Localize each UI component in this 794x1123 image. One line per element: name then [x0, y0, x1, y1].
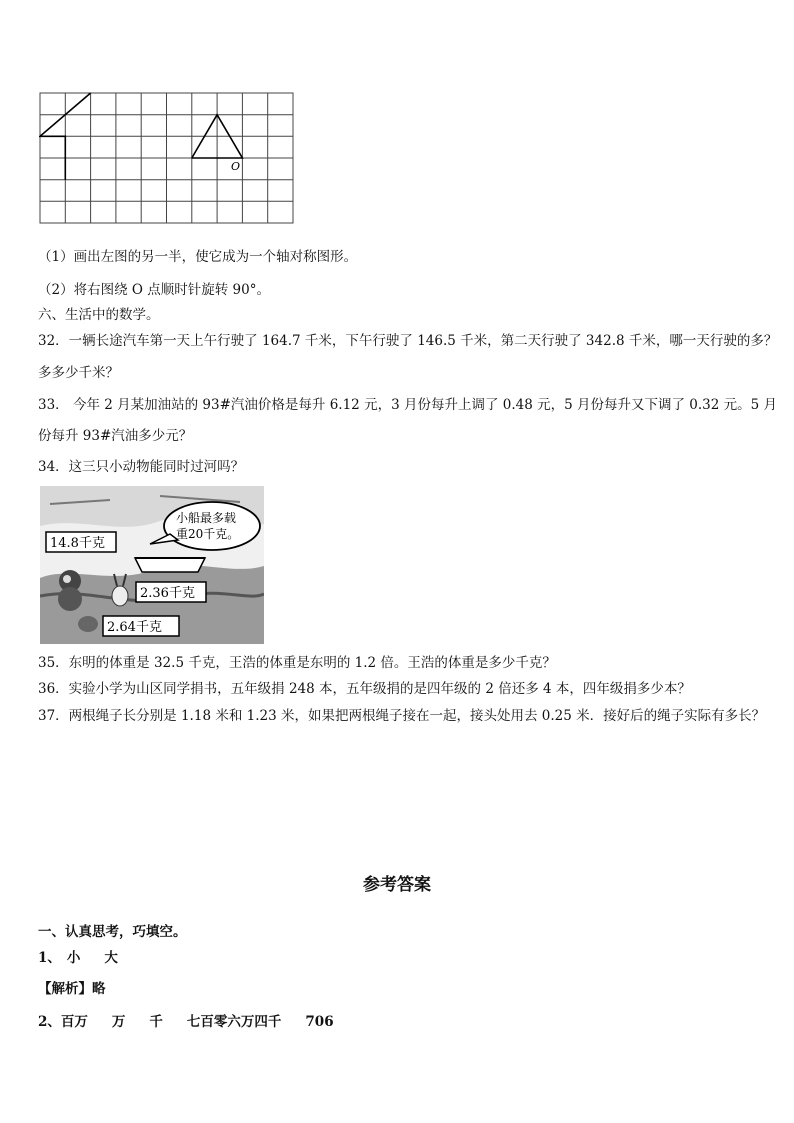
question-35: 35．东明的体重是 32.5 千克，王浩的体重是东明的 1.2 倍。王浩的体重是多少千克？ — [38, 655, 556, 671]
answer-1-label: 1、 — [38, 950, 61, 966]
answer-2-value: 万 — [111, 1014, 126, 1030]
question-37: 37．两根绳子长分别是 1.18 米和 1.23 米，如果把两根绳子接在一起，接头处用去 0.25 米．接好后的绳子实际有多长？ — [38, 708, 766, 724]
point-o-label: O — [231, 160, 241, 173]
question-32-line2: 多多少千米？ — [38, 365, 119, 381]
weight-label-monkey: 14.8千克 — [50, 536, 105, 551]
illustration-svg — [40, 486, 264, 644]
question-36: 36．实验小学为山区同学捐书，五年级捐 248 本，五年级捐的是四年级的 2 倍还多 4 本，四年级捐多少本？ — [38, 681, 691, 697]
grid-svg — [39, 92, 295, 225]
answer-2-value: 百万 — [60, 1014, 88, 1030]
answer-1-value: 小 — [66, 950, 81, 966]
weight-label-rabbit: 2.36千克 — [140, 586, 195, 601]
answer-1-value: 大 — [104, 950, 118, 966]
instruction-item2: （2）将右图绕 O 点顺时针旋转 90°。 — [38, 282, 270, 298]
weight-label-other: 2.64千克 — [107, 620, 162, 635]
answers-section1-heading: 一、认真思考，巧填空。 — [38, 924, 187, 940]
answer-1-analysis: 【解析】略 — [38, 981, 106, 997]
river-illustration — [40, 486, 264, 644]
bubble-line2: 重20千克。 — [176, 527, 240, 541]
question-33-line2: 份每升 93#汽油多少元？ — [38, 428, 193, 444]
answer-2-label: 2、 — [38, 1014, 61, 1030]
answer-1 — [38, 946, 118, 966]
answer-2-value: 706 — [305, 1014, 334, 1030]
answer-2 — [38, 1010, 334, 1030]
question-32-line1: 32．一辆长途汽车第一天上午行驶了 164.7 千米，下午行驶了 146.5 千米，第二天行驶了 342.8 千米，哪一天行驶的多？ — [38, 333, 778, 349]
instruction-item1: （1）画出左图的另一半，使它成为一个轴对称图形。 — [38, 249, 358, 265]
section6-heading: 六、生活中的数学。 — [38, 307, 160, 323]
answers-title: 参考答案 — [363, 875, 431, 895]
answer-2-value: 千 — [149, 1014, 163, 1030]
grid-figure — [39, 92, 295, 225]
question-33-line1: 33． 今年 2 月某加油站的 93#汽油价格是每升 6.12 元，3 月份每升上调了 0.48 元，5 月份每升又下调了 0.32 元。5 月 — [38, 397, 777, 413]
question-34: 34．这三只小动物能同时过河吗？ — [38, 459, 245, 475]
bubble-line1: 小船最多载 — [176, 511, 237, 525]
answer-2-value: 七百零六万四千 — [186, 1014, 282, 1030]
